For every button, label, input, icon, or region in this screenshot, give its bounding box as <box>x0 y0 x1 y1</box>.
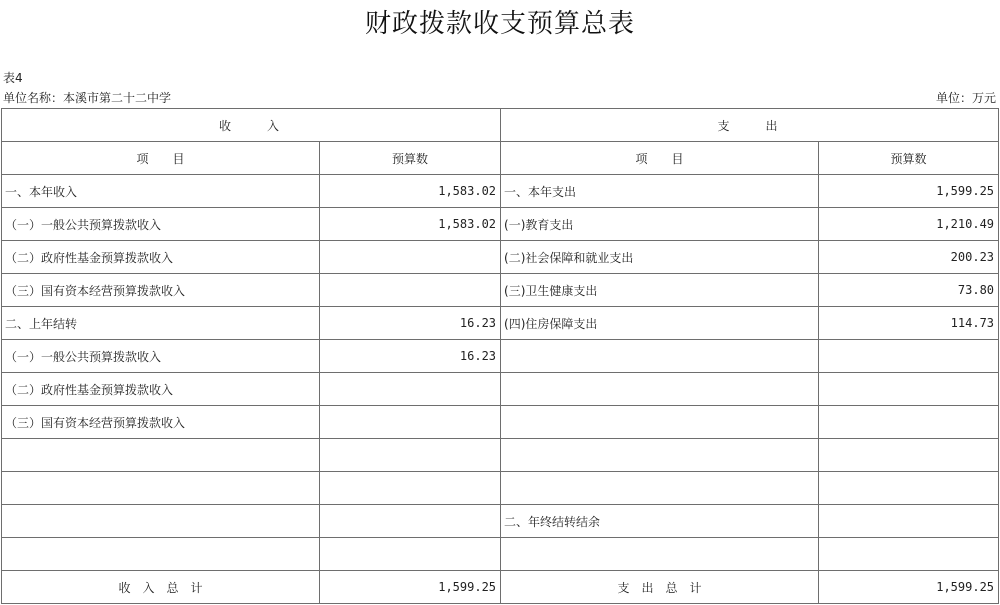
expense-item <box>501 406 819 439</box>
budget-table <box>1 108 999 604</box>
income-amount: 1,583.02 <box>320 175 501 208</box>
income-item: （一）一般公共预算拨款收入 <box>2 340 320 373</box>
unit-name: 单位名称：本溪市第二十二中学 <box>3 91 172 105</box>
table-row <box>2 439 999 472</box>
income-amount: 16.23 <box>320 340 501 373</box>
income-amount: 16.23 <box>320 307 501 340</box>
income-amount: 1,583.02 <box>320 208 501 241</box>
income-amount <box>320 538 501 571</box>
expense-item: 二、年终结转结余 <box>501 505 819 538</box>
expense-item <box>501 472 819 505</box>
income-total-label: 收 入 总 计 <box>2 571 320 604</box>
expense-amount <box>819 373 999 406</box>
income-item: （三）国有资本经营预算拨款收入 <box>2 274 320 307</box>
expense-item <box>501 340 819 373</box>
income-item: （二）政府性基金预算拨款收入 <box>2 373 320 406</box>
expense-budget-header: 预算数 <box>819 142 999 175</box>
income-amount <box>320 439 501 472</box>
income-amount <box>320 472 501 505</box>
table-row <box>2 538 999 571</box>
expense-amount: 1,599.25 <box>819 175 999 208</box>
income-budget-header: 预算数 <box>320 142 501 175</box>
income-amount <box>320 274 501 307</box>
income-item <box>2 472 320 505</box>
expense-item: 一、本年支出 <box>501 175 819 208</box>
expense-group-header: 支 出 <box>501 109 999 142</box>
expense-amount: 200.23 <box>819 241 999 274</box>
expense-item: (一)教育支出 <box>501 208 819 241</box>
income-amount <box>320 373 501 406</box>
expense-amount: 73.80 <box>819 274 999 307</box>
expense-amount <box>819 538 999 571</box>
page-title: 财政拨款收支预算总表 <box>364 9 635 39</box>
income-item: （一）一般公共预算拨款收入 <box>2 208 320 241</box>
totals-row <box>2 571 999 604</box>
table-row <box>2 373 999 406</box>
income-item <box>2 538 320 571</box>
income-amount <box>320 241 501 274</box>
table-row <box>2 175 999 208</box>
table-row <box>2 505 999 538</box>
expense-item <box>501 538 819 571</box>
income-item <box>2 439 320 472</box>
income-item: 二、上年结转 <box>2 307 320 340</box>
expense-amount <box>819 340 999 373</box>
expense-amount <box>819 439 999 472</box>
income-amount <box>320 505 501 538</box>
group-header-row <box>2 109 999 142</box>
income-item: 一、本年收入 <box>2 175 320 208</box>
income-amount <box>320 406 501 439</box>
income-item-header: 项 目 <box>2 142 320 175</box>
income-total-amount: 1,599.25 <box>320 571 501 604</box>
income-item <box>2 505 320 538</box>
table-number: 表4 <box>3 71 23 85</box>
table-row <box>2 406 999 439</box>
expense-item-header: 项 目 <box>501 142 819 175</box>
income-group-header: 收 入 <box>2 109 501 142</box>
table-row <box>2 340 999 373</box>
expense-item: (四)住房保障支出 <box>501 307 819 340</box>
expense-amount: 114.73 <box>819 307 999 340</box>
expense-item <box>501 373 819 406</box>
table-row <box>2 472 999 505</box>
income-item: （三）国有资本经营预算拨款收入 <box>2 406 320 439</box>
expense-amount <box>819 505 999 538</box>
table-row <box>2 241 999 274</box>
column-header-row <box>2 142 999 175</box>
currency-unit: 单位：万元 <box>935 91 996 105</box>
table-row <box>2 307 999 340</box>
expense-item: (三)卫生健康支出 <box>501 274 819 307</box>
income-item: （二）政府性基金预算拨款收入 <box>2 241 320 274</box>
expense-item: (二)社会保障和就业支出 <box>501 241 819 274</box>
table-row <box>2 274 999 307</box>
expense-amount <box>819 472 999 505</box>
expense-total-amount: 1,599.25 <box>819 571 999 604</box>
expense-amount: 1,210.49 <box>819 208 999 241</box>
expense-amount <box>819 406 999 439</box>
table-row <box>2 208 999 241</box>
expense-item <box>501 439 819 472</box>
expense-total-label: 支 出 总 计 <box>501 571 819 604</box>
